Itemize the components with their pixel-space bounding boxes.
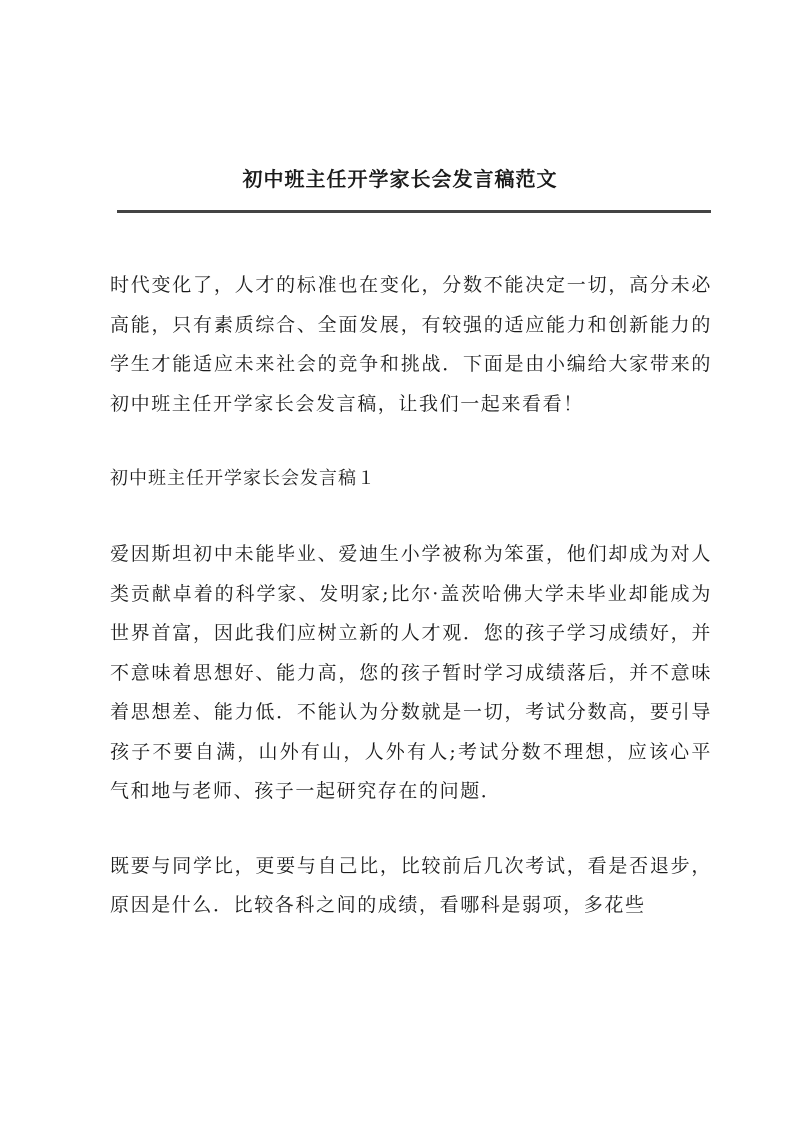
body-paragraph-1: 爱因斯坦初中未能毕业、爱迪生小学被称为笨蛋，他们却成为对人类贡献卓着的科学家、发明家;比尔·盖茨哈佛大学未毕业却能成为世界首富，因此我们应树立新的人才观．您的孩子学习成绩好，并不意味着思想好、能力高，您的孩子暂时学习成绩落后，并不意味着思想差、能力低．不能认为分数就是一切，考试分数高，要引导孩子不要自满，山外有山，人外有人;考试分数不理想，应该心平气和地与老师、孩子一起研究存在的问题． — [110, 543, 712, 802]
intro-paragraph: 时代变化了，人才的标准也在变化，分数不能决定一切，高分未必高能，只有素质综合、全面发展，有较强的适应能力和创新能力的学生才能适应未来社会的竞争和挑战．下面是由小编给大家带来的初中班主任开学家长会发言稿，让我们一起来看看！ — [110, 274, 712, 415]
section-heading: 初中班主任开学家长会发言稿１ — [110, 468, 376, 489]
document-title: 初中班主任开学家长会发言稿范文 — [242, 167, 558, 191]
title-underline — [117, 210, 711, 213]
document-body — [110, 266, 712, 961]
body-paragraph-2: 既要与同学比，更要与自己比，比较前后几次考试，看是否退步，原因是什么．比较各科之间的成绩，看哪科是弱项，多花些 — [110, 854, 712, 916]
